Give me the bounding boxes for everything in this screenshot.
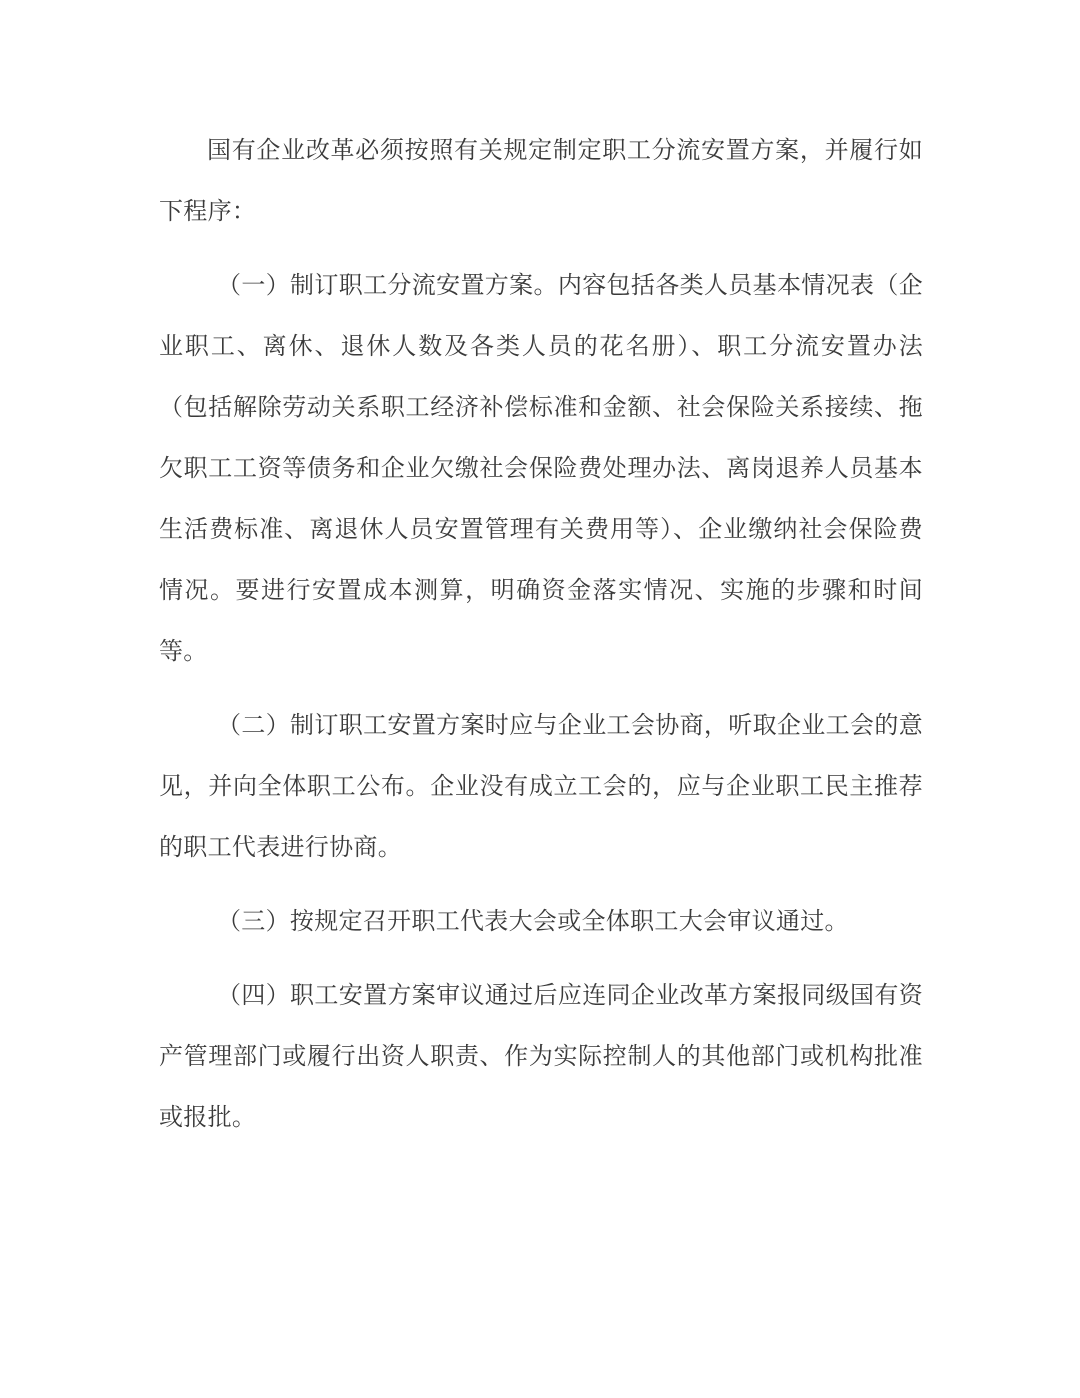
document-body [159, 120, 923, 1148]
procedure-item-2: （二）制订职工安置方案时应与企业工会协商，听取企业工会的意见，并向全体职工公布。企业没有成立工会的，应与企业职工民主推荐的职工代表进行协商。 [159, 711, 923, 861]
procedure-item-1: （一）制订职工分流安置方案。内容包括各类人员基本情况表（企业职工、离休、退休人数及各类人员的花名册）、职工分流安置办法（包括解除劳动关系职工经济补偿标准和金额、社会保险关系接续、拖欠职工工资等债务和企业欠缴社会保险费处理办法、离岗退养人员基本生活费标准、离退休人员安置管理有关费用等）、企业缴纳社会保险费情况。要进行安置成本测算，明确资金落实情况、实施的步骤和时间等。 [159, 271, 923, 665]
procedure-item-3: （三）按规定召开职工代表大会或全体职工大会审议通过。 [217, 907, 849, 935]
procedure-item-4: （四）职工安置方案审议通过后应连同企业改革方案报同级国有资产管理部门或履行出资人职责、作为实际控制人的其他部门或机构批准或报批。 [159, 981, 923, 1131]
intro-paragraph: 国有企业改革必须按照有关规定制定职工分流安置方案，并履行如下程序： [159, 136, 923, 225]
